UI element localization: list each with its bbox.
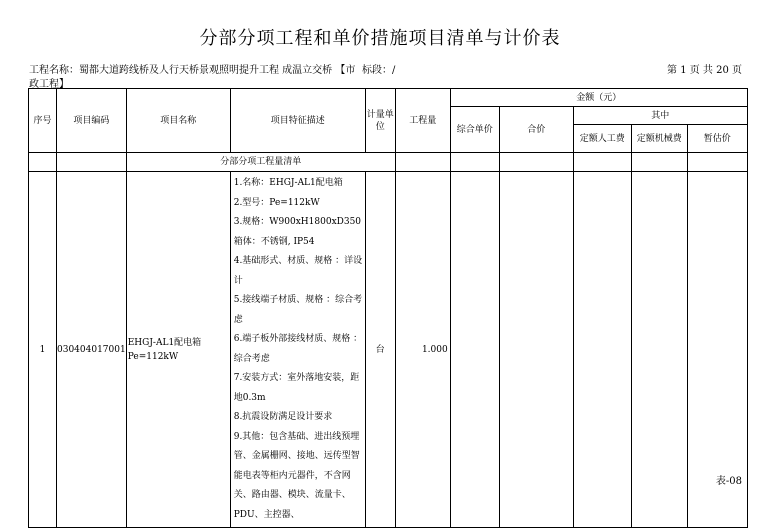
header-machine: 定额机械费 (631, 125, 687, 153)
row-total (499, 172, 573, 528)
desc-line: 6.端子板外部接线材质、规格 ：综合考虑 (233, 334, 363, 364)
desc-line: 5.接线端子材质、规格 ：综合考虑 (233, 295, 363, 325)
desc-line: 2.型号：Pe=112kW (233, 197, 320, 208)
desc-line: 1.名称：EHGJ-AL1配电箱 (233, 178, 343, 188)
desc-line: 9.其他：包含基础、进出线预埋管、金属栅网、接地、远传型智能电表等柜内元器件，不含网关、路由器、模块、流量卡、PDU、主控器、 (233, 431, 360, 520)
header-among: 其中 (573, 107, 747, 125)
table-number: 表-08 (715, 476, 742, 487)
row-unit: 台 (365, 172, 395, 528)
header-seq: 序号 (29, 89, 57, 153)
row-code: 030404017001 (57, 172, 127, 528)
project-name: 工程名称：蜀都大道跨线桥及人行天桥景观照明提升工程 成温立交桥 【市政工程】 (29, 65, 356, 90)
section-label: 标段：/ (362, 65, 396, 76)
row-seq: 1 (29, 172, 57, 528)
desc-line: 8.抗震设防满足设计要求 (233, 412, 333, 422)
header-qty: 工程量 (395, 89, 450, 153)
header-unit-price: 综合单价 (450, 107, 499, 153)
header-total: 合价 (499, 107, 573, 153)
header-unit: 计量单位 (365, 89, 395, 153)
desc-line: 3.规格：W900xH1800xD350 箱体：不锈钢, IP54 (233, 217, 362, 247)
header-desc: 项目特征描述 (230, 89, 365, 153)
header-code: 项目编码 (57, 89, 127, 153)
row-qty: 1.000 (395, 172, 450, 528)
subtotal-label: 分部分项工程量清单 (126, 153, 395, 172)
desc-line: 7.安装方式：室外落地安装，距地0.3m (233, 373, 360, 403)
row-unit-price (450, 172, 499, 528)
row-labor (573, 172, 631, 528)
row-machine (631, 172, 687, 528)
desc-line: 4.基础形式、材质、规格 ：详设计 (233, 256, 363, 286)
row-desc (230, 172, 365, 528)
header-name: 项目名称 (126, 89, 230, 153)
header-labor: 定额人工费 (573, 125, 631, 153)
bill-table (28, 88, 748, 528)
row-name: EHGJ-AL1配电箱 Pe=112kW (126, 172, 230, 528)
header-provisional: 暂估价 (687, 125, 747, 153)
header-amount: 金额（元） (450, 89, 747, 107)
page-title: 分部分项工程和单价措施项目清单与计价表 (199, 28, 561, 49)
page-info: 第 1 页 共 20 页 (667, 65, 742, 76)
table-row (29, 172, 748, 528)
